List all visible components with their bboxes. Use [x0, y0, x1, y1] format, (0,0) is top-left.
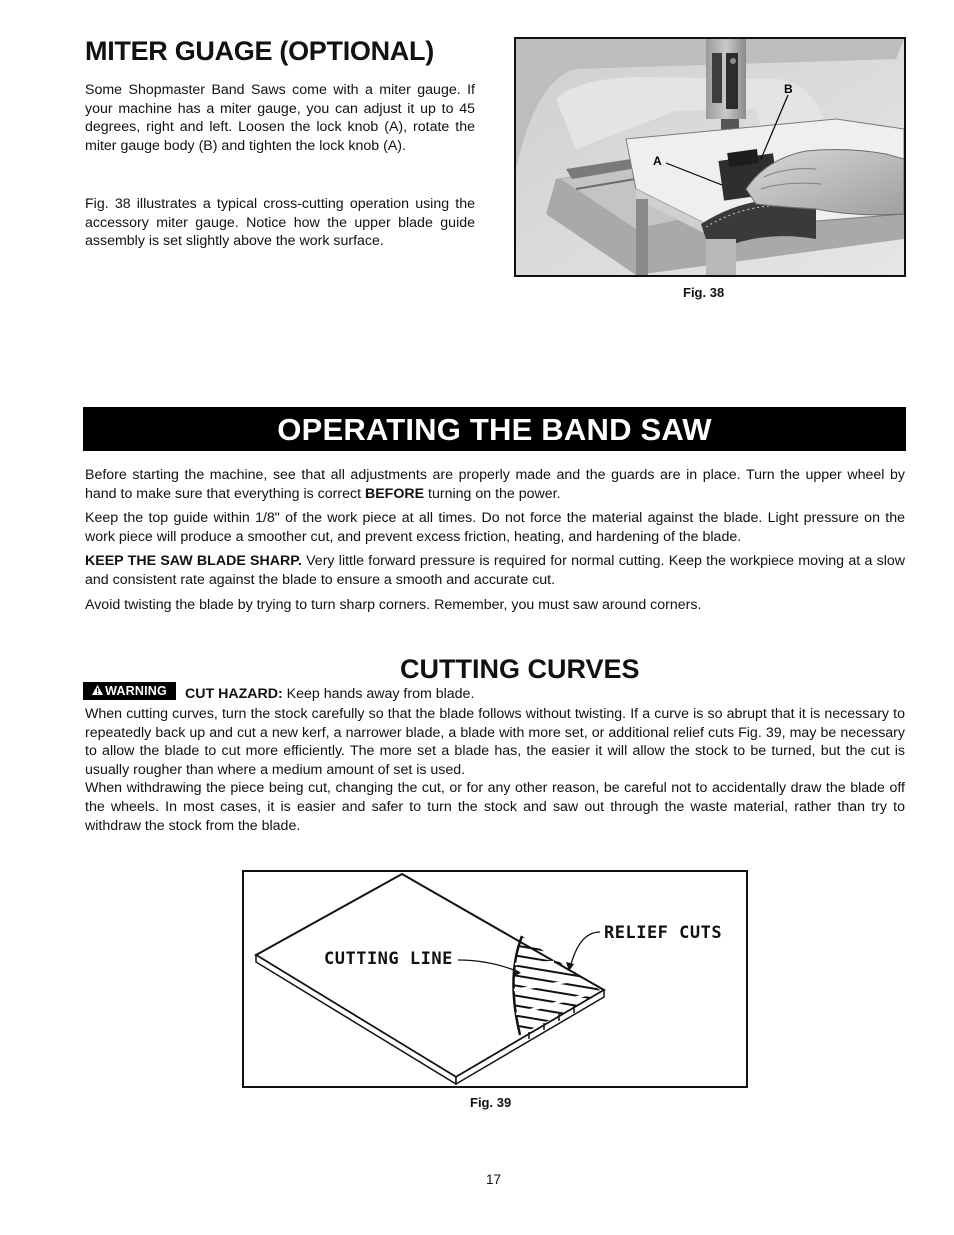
section-heading-miter-gauge: MITER GUAGE (OPTIONAL) — [85, 36, 434, 66]
figure-39-diagram — [242, 870, 748, 1088]
page-number: 17 — [486, 1172, 502, 1187]
figure-39-caption: Fig. 39 — [470, 1095, 512, 1110]
cut-hazard-label: CUT HAZARD: — [185, 686, 283, 702]
fig39-label-cutting-line: CUTTING LINE — [324, 949, 453, 969]
banner-title: OPERATING THE BAND SAW — [277, 412, 712, 447]
operating-paragraph-1 — [85, 466, 905, 503]
cut-hazard-text: Keep hands away from blade. — [282, 686, 475, 702]
figure-38-caption: Fig. 38 — [683, 285, 725, 300]
fig38-label-a: A — [653, 154, 662, 168]
relief-cuts-diagram — [244, 872, 746, 1086]
miter-gauge-paragraph-2: Fig. 38 illustrates a typical cross-cutting operation using the accessory miter gauge. Notice how the upper blade guide assembly is set slightly above the work surface. — [85, 196, 475, 250]
operating-p1-end: turning on the power. — [424, 485, 561, 502]
fig38-label-b: B — [784, 82, 793, 96]
cut-hazard-line — [185, 686, 474, 702]
operating-p1-bold: BEFORE — [364, 485, 425, 502]
section-heading-cutting-curves: CUTTING CURVES — [400, 654, 640, 684]
figure-38-photo — [514, 37, 906, 277]
operating-p3-bold: KEEP THE SAW BLADE SHARP. — [85, 553, 302, 570]
warning-triangle-icon — [92, 685, 103, 695]
section-banner-operating — [83, 407, 906, 451]
warning-badge-label: WARNING — [105, 684, 167, 698]
miter-gauge-photo-illustration — [516, 39, 904, 275]
cutting-curves-paragraph-1: When cutting curves, turn the stock carefully so that the blade follows without twisting. If a curve is so abrupt that it is necessary to repeatedly back up and cut a new kerf, a narrower blade, a blade with more set, or additional relief cuts Fig. 39, may be necessary to allow the blade to cut more efficiently. The more set a blade has, the easier it will allow the stock to be turned, but the cut is usually rougher than where a medium amount of set is used. — [85, 706, 905, 778]
fig39-label-relief-cuts: RELIEF CUTS — [604, 923, 723, 943]
operating-paragraph-3 — [85, 552, 905, 589]
miter-gauge-paragraph-1: Some Shopmaster Band Saws come with a miter gauge. If your machine has a miter gauge, you can adjust it up to 45 degrees, right and left. Loosen the lock knob (A), rotate the miter gauge body (B) and tighten the lock knob (A). — [85, 82, 475, 154]
operating-p1-start: Before starting the machine, see that all adjustments are properly made and the guards are in place. Turn the upper wheel by hand to make sure that everything is correct — [85, 467, 905, 502]
operating-paragraph-4: Avoid twisting the blade by trying to turn sharp corners. Remember, you must saw around corners. — [85, 596, 702, 613]
operating-paragraph-2: Keep the top guide within 1/8" of the work piece at all times. Do not force the material against the blade. Light pressure on the work piece will produce a smoother cut, and prevent excess friction, heating, and hardening of the blade. — [85, 510, 905, 545]
cutting-curves-text-block — [85, 705, 905, 835]
operating-text-block — [85, 466, 905, 620]
cutting-curves-paragraph-2: When withdrawing the piece being cut, changing the cut, or for any other reason, be careful not to accidentally draw the blade off the wheels. In most cases, it is easier and safer to turn the stock and saw out through the waste material, rather than try to withdraw the stock from the blade. — [85, 780, 905, 834]
warning-badge — [83, 682, 176, 700]
operating-p3-end: Very little forward pressure is required for normal cutting. Keep the workpiece moving at a slow and consistent rate against the blade to ensure a smooth and accurate cut. — [85, 553, 905, 588]
